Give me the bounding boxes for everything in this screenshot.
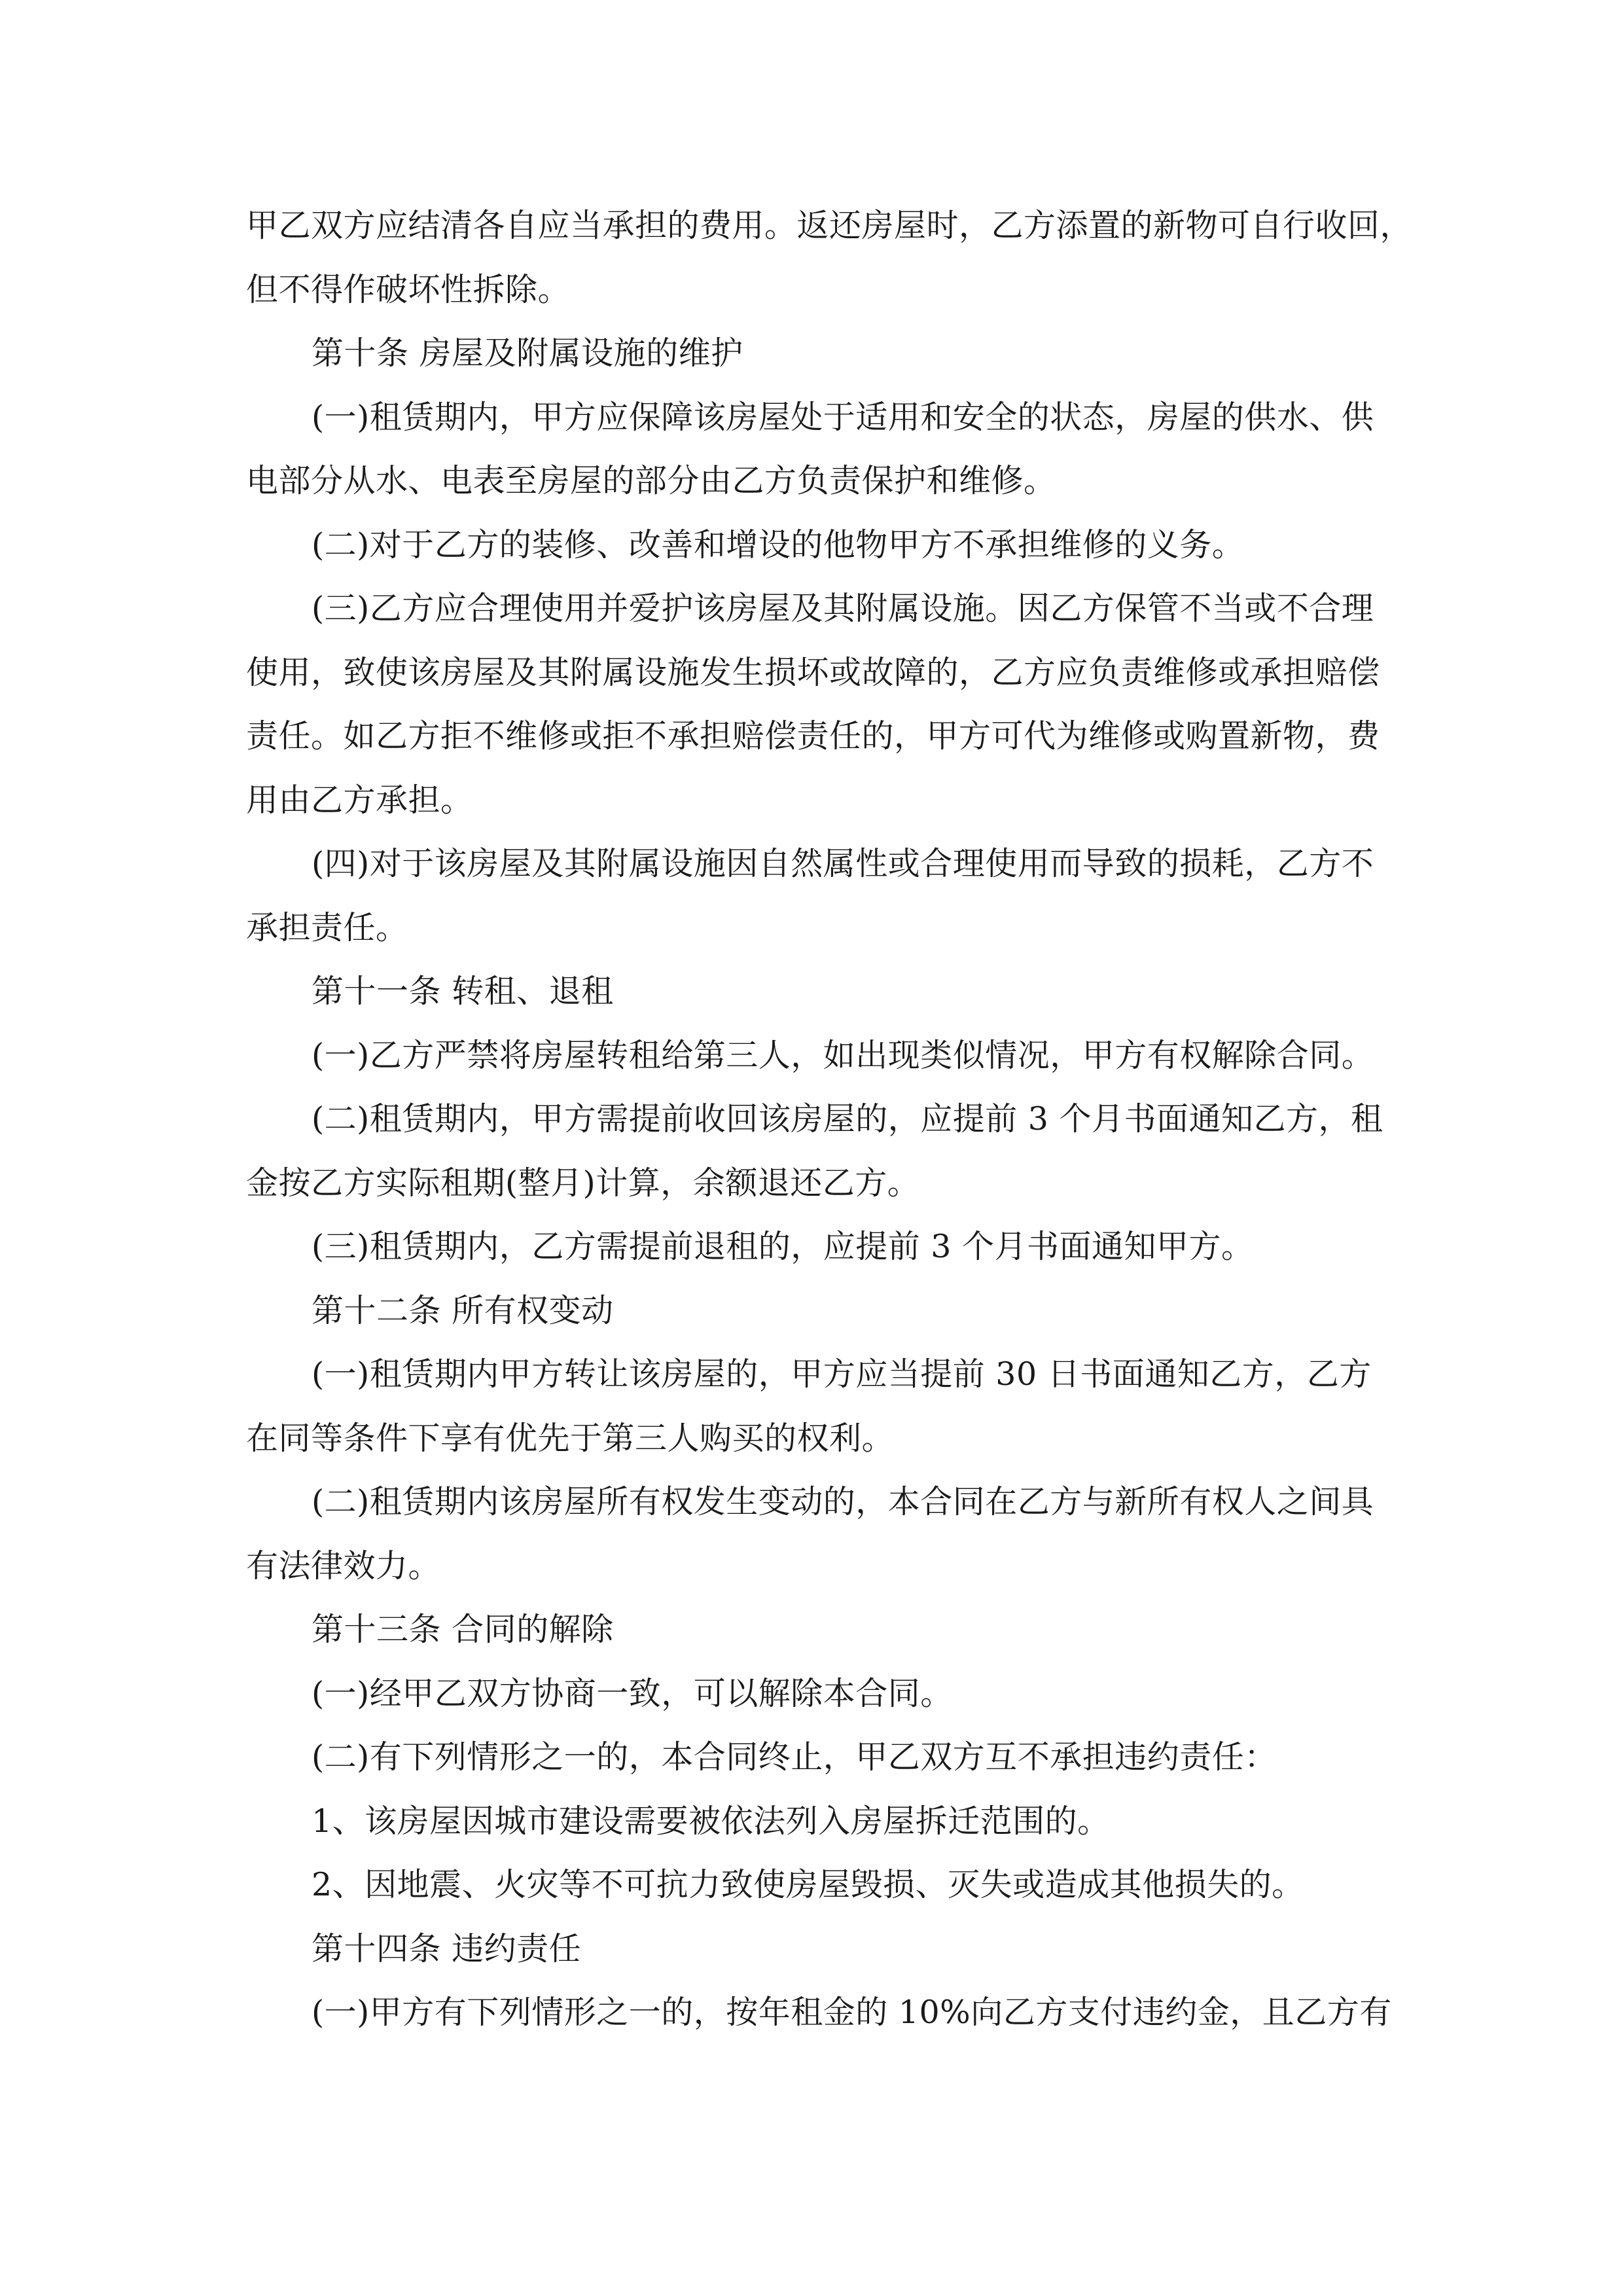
- text-line: (二)对于乙方的装修、改善和增设的他物甲方不承担维修的义务。: [312, 526, 1245, 564]
- text-line: (二)有下列情形之一的，本合同终止，甲乙双方互不承担违约责任：: [312, 1738, 1277, 1776]
- text-line: (四)对于该房屋及其附属设施因自然属性或合理使用而导致的损耗，乙方不: [312, 845, 1374, 882]
- text-line: 电部分从水、电表至房屋的部分由乙方负责保护和维修。: [246, 462, 1056, 499]
- text-line: (一)租赁期内，甲方应保障该房屋处于适用和安全的状态，房屋的供水、供: [312, 398, 1374, 436]
- text-line: (三)乙方应合理使用并爱护该房屋及其附属设施。因乙方保管不当或不合理: [312, 590, 1374, 627]
- text-line: 在同等条件下享有优先于第三人购买的权利。: [246, 1419, 895, 1457]
- text-line: (二)租赁期内该房屋所有权发生变动的，本合同在乙方与新所有权人之间具: [312, 1483, 1374, 1520]
- text-line: (二)租赁期内，甲方需提前收回该房屋的，应提前 3 个月书面通知乙方，租: [312, 1100, 1383, 1138]
- text-line: (一)甲方有下列情形之一的，按年租金的 10%向乙方支付违约金，且乙方有: [312, 1994, 1392, 2031]
- text-line: 使用，致使该房屋及其附属设施发生损坏或故障的，乙方应负责维修或承担赔偿: [246, 653, 1380, 691]
- text-line: 甲乙双方应结清各自应当承担的费用。返还房屋时，乙方添置的新物可自行收回，: [246, 207, 1413, 244]
- text-line: 用由乙方承担。: [246, 781, 473, 819]
- text-line: 有法律效力。: [246, 1547, 441, 1585]
- text-line: 第十一条 转租、退租: [312, 973, 614, 1010]
- text-line: (一)乙方严禁将房屋转租给第三人，如出现类似情况，甲方有权解除合同。: [312, 1036, 1374, 1074]
- text-line: 第十条 房屋及附属设施的维护: [312, 334, 743, 372]
- text-line: 1、该房屋因城市建设需要被依法列入房屋拆迁范围的。: [312, 1802, 1110, 1840]
- text-line: 第十二条 所有权变动: [312, 1291, 614, 1329]
- text-line: 第十三条 合同的解除: [312, 1611, 614, 1648]
- text-line: 2、因地震、火灾等不可抗力致使房屋毁损、灭失或造成其他损失的。: [312, 1866, 1304, 1903]
- text-line: (一)租赁期内甲方转让该房屋的，甲方应当提前 30 日书面通知乙方，乙方: [312, 1355, 1372, 1393]
- text-line: (一)经甲乙双方协商一致，可以解除本合同。: [312, 1674, 953, 1712]
- text-line: 但不得作破坏性拆除。: [246, 270, 571, 308]
- text-line: (三)租赁期内，乙方需提前退租的，应提前 3 个月书面通知甲方。: [312, 1228, 1254, 1265]
- text-line: 承担责任。: [246, 908, 408, 946]
- text-line: 责任。如乙方拒不维修或拒不承担赔偿责任的，甲方可代为维修或购置新物，费: [246, 717, 1380, 755]
- text-line: 第十四条 违约责任: [312, 1929, 582, 1967]
- text-line: 金按乙方实际租期(整月)计算，余额退还乙方。: [246, 1164, 920, 1202]
